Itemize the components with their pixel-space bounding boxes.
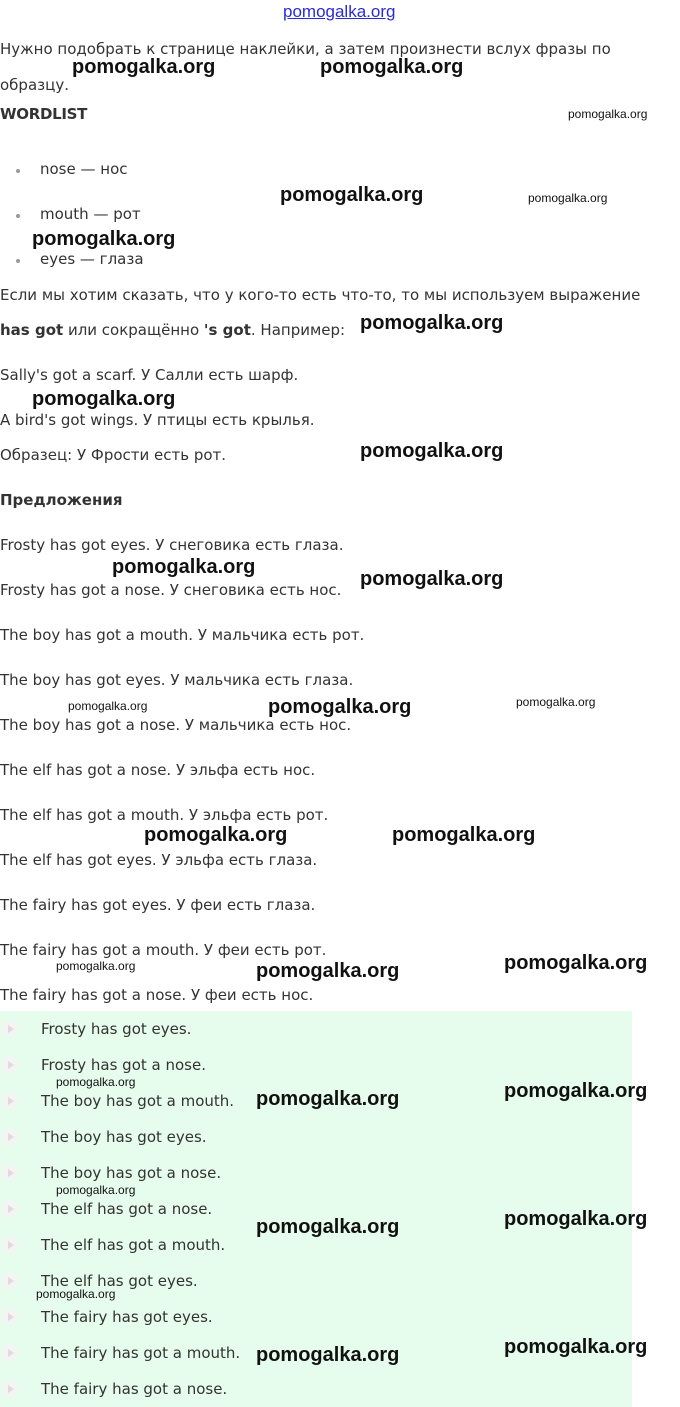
sentence: The elf has got a nose. У эльфа есть нос. bbox=[0, 761, 316, 779]
watermark: pomogalka.org bbox=[256, 960, 400, 982]
watermark: pomogalka.org bbox=[36, 1287, 116, 1301]
watermark: pomogalka.org bbox=[32, 388, 176, 410]
watermark: pomogalka.org bbox=[568, 107, 648, 121]
grammar-line-2 bbox=[0, 321, 345, 339]
play-icon[interactable] bbox=[2, 1309, 18, 1325]
watermark: pomogalka.org bbox=[268, 696, 412, 718]
play-icon[interactable] bbox=[2, 1273, 18, 1289]
audio-item-text: The fairy has got a mouth. bbox=[41, 1344, 241, 1362]
sentence: The boy has got eyes. У мальчика есть глаза. bbox=[0, 671, 354, 689]
watermark: pomogalka.org bbox=[528, 191, 608, 205]
sentence: The fairy has got a nose. У феи есть нос. bbox=[0, 986, 314, 1004]
play-icon[interactable] bbox=[2, 1021, 18, 1037]
grammar-mid: или сокращённо bbox=[63, 321, 204, 339]
play-icon[interactable] bbox=[2, 1057, 18, 1073]
audio-item[interactable] bbox=[0, 1119, 632, 1155]
grammar-bold-has-got: has got bbox=[0, 321, 64, 339]
sentence: The elf has got eyes. У эльфа есть глаза. bbox=[0, 851, 318, 869]
wordlist-item: mouth — рот bbox=[40, 205, 141, 223]
sentence: Frosty has got eyes. У снеговика есть глаза. bbox=[0, 536, 344, 554]
watermark: pomogalka.org bbox=[504, 1208, 648, 1230]
wordlist-title: WORDLIST bbox=[0, 105, 88, 123]
watermark: pomogalka.org bbox=[144, 824, 288, 846]
watermark: pomogalka.org bbox=[56, 1075, 136, 1089]
audio-item[interactable] bbox=[0, 1371, 632, 1407]
sentence: The boy has got a mouth. У мальчика есть рот. bbox=[0, 626, 365, 644]
sentence: The fairy has got eyes. У феи есть глаза. bbox=[0, 896, 316, 914]
audio-item-text: The boy has got a nose. bbox=[41, 1164, 222, 1182]
watermark: pomogalka.org bbox=[360, 568, 504, 590]
watermark: pomogalka.org bbox=[504, 952, 648, 974]
play-icon[interactable] bbox=[2, 1381, 18, 1397]
audio-item-text: The fairy has got a nose. bbox=[41, 1380, 228, 1398]
play-icon[interactable] bbox=[2, 1237, 18, 1253]
grammar-end: . Например: bbox=[250, 321, 346, 339]
watermark: pomogalka.org bbox=[516, 695, 596, 709]
intro-text: Нужно подобрать к странице наклейки, а затем произнести вслух фразы по образцу. bbox=[0, 40, 611, 94]
watermark: pomogalka.org bbox=[112, 556, 256, 578]
watermark: pomogalka.org bbox=[256, 1088, 400, 1110]
watermark: pomogalka.org bbox=[256, 1216, 400, 1238]
play-icon[interactable] bbox=[2, 1165, 18, 1181]
play-icon[interactable] bbox=[2, 1201, 18, 1217]
audio-item-text: The elf has got eyes. bbox=[41, 1272, 198, 1290]
watermark: pomogalka.org bbox=[72, 56, 216, 78]
grammar-line-1: Если мы хотим сказать, что у кого-то есть что-то, то мы используем выражение bbox=[0, 286, 641, 304]
wordlist-item: nose — нос bbox=[40, 160, 128, 178]
audio-item-text: Frosty has got eyes. bbox=[41, 1020, 192, 1038]
audio-item[interactable] bbox=[0, 1011, 632, 1047]
watermark: pomogalka.org bbox=[280, 184, 424, 206]
bullet-icon bbox=[16, 169, 20, 173]
example-sentence: A bird's got wings. У птицы есть крылья. bbox=[0, 411, 315, 429]
watermark: pomogalka.org bbox=[256, 1344, 400, 1366]
bullet-icon bbox=[16, 214, 20, 218]
example-sentence: Sally's got a scarf. У Салли есть шарф. bbox=[0, 366, 299, 384]
audio-item-text: Frosty has got a nose. bbox=[41, 1056, 206, 1074]
watermark: pomogalka.org bbox=[504, 1080, 648, 1102]
audio-item-text: The boy has got a mouth. bbox=[41, 1092, 235, 1110]
watermark: pomogalka.org bbox=[68, 699, 148, 713]
audio-item-text: The boy has got eyes. bbox=[41, 1128, 207, 1146]
wordlist-item: eyes — глаза bbox=[40, 250, 144, 268]
sample-sentence: Образец: У Фрости есть рот. bbox=[0, 446, 227, 464]
sentences-heading: Предложения bbox=[0, 491, 123, 509]
watermark: pomogalka.org bbox=[360, 440, 504, 462]
sentence: The fairy has got a mouth. У феи есть рот. bbox=[0, 941, 327, 959]
watermark: pomogalka.org bbox=[392, 824, 536, 846]
watermark: pomogalka.org bbox=[504, 1336, 648, 1358]
watermark: pomogalka.org bbox=[360, 312, 504, 334]
watermark: pomogalka.org bbox=[56, 959, 136, 973]
audio-item-text: The elf has got a mouth. bbox=[41, 1236, 226, 1254]
watermark: pomogalka.org bbox=[56, 1183, 136, 1197]
audio-item-text: The fairy has got eyes. bbox=[41, 1308, 213, 1326]
watermark: pomogalka.org bbox=[320, 56, 464, 78]
bullet-icon bbox=[16, 259, 20, 263]
watermark: pomogalka.org bbox=[32, 228, 176, 250]
grammar-bold-s-got: 's got bbox=[203, 321, 251, 339]
sentence: The elf has got a mouth. У эльфа есть рот. bbox=[0, 806, 329, 824]
play-icon[interactable] bbox=[2, 1129, 18, 1145]
play-icon[interactable] bbox=[2, 1093, 18, 1109]
site-link[interactable]: pomogalka.org bbox=[283, 2, 396, 21]
sentence: Frosty has got a nose. У снеговика есть нос. bbox=[0, 581, 342, 599]
play-icon[interactable] bbox=[2, 1345, 18, 1361]
sentence: The boy has got a nose. У мальчика есть нос. bbox=[0, 716, 352, 734]
audio-item[interactable] bbox=[0, 1299, 632, 1335]
audio-item-text: The elf has got a nose. bbox=[41, 1200, 213, 1218]
